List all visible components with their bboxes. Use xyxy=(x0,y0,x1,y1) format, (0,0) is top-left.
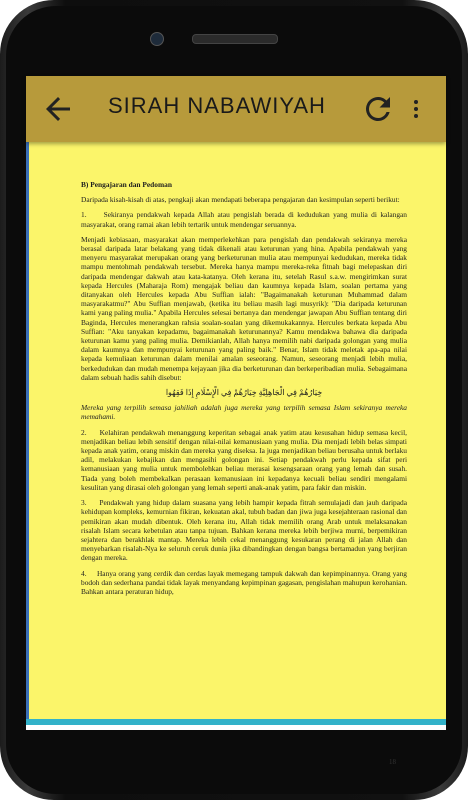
paragraph: 2. Kelahiran pendakwah menanggung keperitan sebagai anak yatim atau kesusahan hidup semasa kecil, menjadikan beliau lebih sensitif dengan nilai-nilai kemanusiaan yang mulia. Dia menjadi lebih belas simpati kepada anak yatim, orang miskin dan mereka yang diseksa. Ia juga menjadikan beliau berusaha untuk berlaku adil, melakukan kebajikan dan mengasihi golongan ini. Setiap pendakwah perlu kepada sifat peri kemanusiaan yang mulia untuk membolehkan beliau merasai kesengsaraan orang yang lemah dan susah. Tiada yang boleh membekalkan perasaan kemanusiaan ini kepadanya kecuali beliau sendiri mengalami kesulitan yang dirasai oleh golongan yang lemah seperti anak-anak yatim, para fakir dan miskin. xyxy=(81,427,407,492)
front-camera xyxy=(150,32,164,46)
paragraph: 4. Hanya orang yang cerdik dan cerdas layak memegang tampuk dakwah dan kepimpinannya. Orang yang bodoh dan sederhana pandai tidak layak menyandang kepimpinan gagasan, pengislahan mahupun kerohanian. Bahkan antara peraturan hidup, xyxy=(81,568,407,596)
page-number: 18 xyxy=(389,758,396,766)
back-arrow-icon[interactable] xyxy=(40,91,76,127)
document-content xyxy=(81,180,407,602)
paragraph: Menjadi kebiasaan, masyarakat akan memperlekehkan para pengislah dan pendakwah sekiranya mereka berasal daripada latar belakang yang tidak dikenali atau keturunan yang hina. Apabila pendakwah yang menyeru masyarakat merupakan orang yang berketurunan mulia atau mempunyai kedudukan, mereka tidak mampu mentohmah pendakwah tersebut. Mereka hanya mampu mereka-reka fitnah bagi melepaskan diri daripada mendengar dakwah atau kata-katanya. Oleh kerana itu, setelah Rasul s.a.w. mengirimkan surat kepada Hercules (Maharaja Rom) mengajak beliau dan kaumnya kepada Islam, soalan pertama yang ditanyakan oleh Hercules kepada Abu Suffian ialah: "Bagaimanakah keturunan Muhammad dalam masyarakatmu?" Abu Suffian menjawab, (ketika itu beliau masih lagi musyrik): "Dia daripada keturunan kami yang paling mulia." Apabila Hercules selesai bertanya dan mendengar jawapan Abu Suffian tentang diri Baginda, Hercules menerangkan rahsia soalan-soalan yang dikemukakannya. Hercules berkata kepada Abu Suffian: "Aku tanyakan kepadamu, bagaimanakah keturunannya? Kamu mendakwa bahawa dia daripada keturunan kamu yang paling mulia. Demikianlah, Allah hanya memilih nabi daripada golongan yang mulia dalam kaumnya dan mempunyai keturunan yang paling baik." Benar, Islam tidak meletak apa-apa nilai kepada kemuliaan keturunan dalam menilai amalan seseorang. Namun, seseorang menjadi lebih mulia, berkedudukan dan mudah menempa kejayaan jika dia berketurunan dan berkeperibadian mulia. Sebagaimana dalam sebuah hadis sahih disebut: xyxy=(81,234,407,382)
app-bar xyxy=(26,76,446,142)
bottom-accent-bar xyxy=(26,719,446,725)
section-heading: B) Pengajaran dan Pedoman xyxy=(81,180,172,189)
paragraph: Daripada kisah-kisah di atas, pengkaji akan mendapati beberapa pengajaran dan kesimpulan seperti berikut: xyxy=(81,195,400,205)
document-page[interactable] xyxy=(26,142,446,766)
arabic-hadith: خِيَارُهُمْ فِي الْجَاهِلِيَّةِ خِيَارُهُمْ فِي الْإِسْلَامِ إِذَا فَقِهُوا xyxy=(165,388,323,398)
earpiece-speaker xyxy=(192,34,278,44)
paragraph: 1. Sekiranya pendakwah kepada Allah atau pengislah berada di kedudukan yang mulia di kalangan masyarakat, orang ramai akan lebih tertarik untuk mendengar seruannya. xyxy=(81,210,407,229)
refresh-icon[interactable] xyxy=(360,91,396,127)
more-vert-icon[interactable] xyxy=(404,91,428,127)
app-title: SIRAH NABAWIYAH xyxy=(108,93,326,118)
hadith-translation: Mereka yang terpilih semasa jahiliah adalah juga mereka yang terpilih semasa Islam sekiranya mereka memahami. xyxy=(81,403,407,422)
screen xyxy=(26,76,446,766)
paragraph: 3. Pendakwah yang hidup dalam suasana yang lebih hampir kepada fitrah semulajadi dan jauh daripada kehidupan kompleks, kemurnian fikiran, kekuatan akal, tubuh badan dan jiwa juga kesejahteraan rasional dan pemikiran akan mudah dibentuk. Oleh kerana itu, Allah tidak memilih orang Arab untuk melaksanakan risalah Islam secara kebetulan atau tanpa tujuan. Bahkan kerana mereka lebih berjiwa murni, berpemikiran sejahtera dan berakhlak mantap. Mereka lebih cekal menanggung kesukaran perang di jalan Allah dan menyebarkan risalah-Nya ke seluruh ceruk dunia jika dibandingkan dengan bangsa bertamadun yang berjiran dengan mereka. xyxy=(81,498,407,563)
